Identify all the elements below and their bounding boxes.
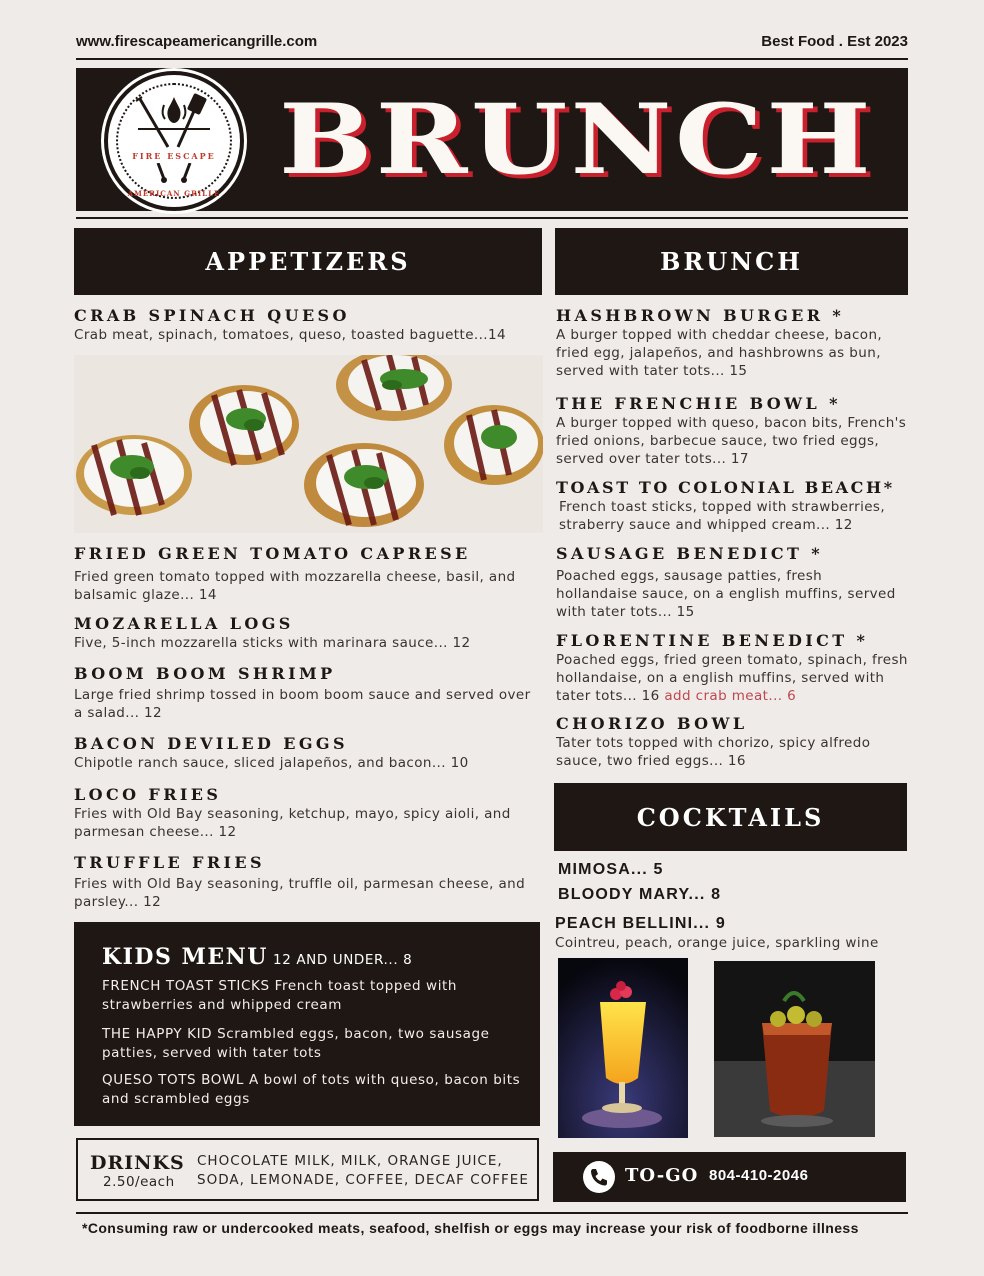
brunch-item — [556, 478, 908, 534]
brunch-desc-text: Poached eggs, fried green tomato, spinach, fresh hollandaise, on a english muffins, served with tater tots... 16 — [556, 652, 908, 704]
bloody-mary-photo — [714, 961, 875, 1137]
appetizer-name: CRAB SPINACH QUESO — [74, 306, 350, 325]
brunch-desc: A burger topped with cheddar cheese, bacon, fried egg, jalapeños, and hashbrowns as bun, served with tater tots... 15 — [556, 327, 883, 379]
drinks-price: 2.50/each — [103, 1174, 175, 1190]
drinks-title: DRINKS — [90, 1152, 185, 1174]
appetizer-desc: Chipotle ranch sauce, sliced jalapeños, and bacon... 10 — [74, 755, 469, 771]
brunch-name: TOAST TO COLONIAL BEACH* — [556, 478, 895, 497]
brunch-heading — [555, 228, 908, 295]
appetizer-item — [74, 853, 544, 911]
brunch-desc: French toast sticks, topped with strawberries, straberry sauce and whipped cream... 12 — [559, 499, 886, 533]
kids-item-desc: A bowl of tots with queso, bacon bits and scrambled eggs — [102, 1072, 521, 1107]
cocktail-item: MIMOSA... 5 — [558, 861, 664, 878]
kids-item — [102, 1071, 522, 1109]
brunch-desc: Poached eggs, sausage patties, fresh hollandaise sauce, on a english muffins, served with tater tots... 15 — [556, 568, 896, 620]
appetizer-desc: Fries with Old Bay seasoning, truffle oil, parmesan cheese, and parsley... 12 — [74, 876, 526, 910]
appetizers-heading — [74, 228, 542, 295]
bellini-desc: Cointreu, peach, orange juice, sparkling wine — [555, 935, 879, 951]
website-url[interactable]: www.firescapeamericangrille.com — [76, 33, 318, 50]
appetizer-desc: Five, 5-inch mozzarella sticks with marinara sauce... 12 — [74, 635, 471, 651]
hero-bottom-rule — [76, 217, 908, 219]
drinks-box — [76, 1138, 539, 1201]
brunch-name: CHORIZO BOWL — [556, 714, 748, 733]
kids-item-desc: Scrambled eggs, bacon, two sausage patties, served with tater tots — [102, 1026, 490, 1061]
drinks-list-line: SODA, LEMONADE, COFFEE, DECAF COFFEE — [197, 1172, 529, 1188]
cocktail-item: PEACH BELLINI... 9 — [555, 915, 726, 932]
drinks-list-line: CHOCOLATE MILK, MILK, ORANGE JUICE, — [197, 1153, 503, 1169]
cocktail-item: BLOODY MARY... 8 — [558, 886, 722, 903]
kids-item-desc: French toast topped with strawberries and whipped cream — [102, 978, 458, 1013]
brunch-item — [556, 306, 908, 380]
kids-item-name: QUESO TOTS BOWL — [102, 1072, 245, 1088]
brunch-desc: A burger topped with queso, bacon bits, French's fried onions, barbecue sauce, two fried eggs, served over tater tots... 17 — [556, 415, 907, 467]
logo-top-text: FIRE ESCAPE — [132, 151, 216, 161]
hero-title: BRUNCH — [279, 83, 875, 196]
togo-phone[interactable]: 804-410-2046 — [709, 1167, 809, 1184]
brunch-name: FLORENTINE BENEDICT * — [556, 631, 869, 650]
brunch-name: SAUSAGE BENEDICT * — [556, 544, 823, 563]
bloody-mary-glass-illustration — [714, 961, 875, 1137]
kids-item — [102, 1025, 522, 1063]
appetizer-desc: Crab meat, spinach, tomatoes, queso, toasted baguette...14 — [74, 327, 506, 343]
bellini-glass-illustration — [558, 958, 688, 1138]
appetizer-desc: Large fried shrimp tossed in boom boom sauce and served over a salad... 12 — [74, 687, 531, 721]
brunch-name: HASHBROWN BURGER * — [556, 306, 845, 325]
appetizer-item — [74, 306, 544, 344]
brunch-heading-text: BRUNCH — [660, 247, 803, 276]
appetizer-name: BOOM BOOM SHRIMP — [74, 664, 336, 683]
kids-item — [102, 977, 522, 1015]
brunch-item — [556, 544, 908, 621]
appetizers-heading-text: APPETIZERS — [205, 247, 411, 276]
brunch-item — [556, 631, 908, 705]
crab-addon: add crab meat... 6 — [664, 688, 797, 704]
togo-bar[interactable] — [553, 1152, 906, 1202]
grill-tools-icon — [132, 93, 216, 153]
logo-bottom-text: AMERICAN GRILLE — [127, 189, 221, 198]
brunch-desc — [556, 651, 908, 705]
footer-rule — [76, 1212, 908, 1214]
caprese-illustration — [74, 355, 543, 533]
caprese-photo — [74, 355, 543, 533]
appetizer-item — [74, 544, 544, 604]
restaurant-logo — [104, 71, 244, 211]
appetizer-name: FRIED GREEN TOMATO CAPRESE — [74, 544, 471, 563]
kids-item-name: FRENCH TOAST STICKS — [102, 978, 270, 994]
kids-menu-header — [102, 944, 412, 970]
disclaimer: *Consuming raw or undercooked meats, seafood, shelfish or eggs may increase your risk of foodborne illness — [82, 1220, 859, 1236]
appetizer-name: LOCO FRIES — [74, 785, 222, 804]
cocktails-heading-text: COCKTAILS — [636, 802, 825, 832]
appetizer-desc: Fries with Old Bay seasoning, ketchup, mayo, spicy aioli, and parmesan cheese... 12 — [74, 806, 511, 840]
appetizer-name: TRUFFLE FRIES — [74, 853, 265, 872]
brunch-name: THE FRENCHIE BOWL * — [556, 394, 841, 413]
appetizer-item — [74, 785, 544, 841]
appetizer-name: BACON DEVILED EGGS — [74, 734, 348, 753]
togo-label: TO-GO — [625, 1165, 699, 1186]
kids-item-name: THE HAPPY KID — [102, 1026, 213, 1042]
appetizer-item — [74, 734, 544, 772]
bellini-photo — [558, 958, 688, 1138]
appetizer-desc: Fried green tomato topped with mozzarella cheese, basil, and balsamic glaze... 14 — [74, 569, 516, 603]
phone-icon — [583, 1161, 615, 1193]
brunch-desc: Tater tots topped with chorizo, spicy alfredo sauce, two fried eggs... 16 — [556, 735, 871, 769]
appetizer-item — [74, 664, 534, 722]
drinks-list — [197, 1152, 529, 1190]
tagline: Best Food . Est 2023 — [761, 33, 908, 50]
kids-menu-box — [74, 922, 540, 1126]
logo-tools-base-icon — [148, 163, 200, 183]
hero-banner — [76, 68, 908, 211]
brunch-item — [556, 394, 908, 468]
top-rule — [76, 58, 908, 60]
kids-menu-subtitle: 12 AND UNDER... 8 — [273, 952, 413, 968]
phone-glyph — [583, 1161, 615, 1193]
appetizer-item — [74, 614, 544, 652]
appetizer-name: MOZARELLA LOGS — [74, 614, 294, 633]
brunch-item — [556, 714, 908, 770]
cocktails-heading — [554, 783, 907, 851]
kids-menu-title: KIDS MENU — [102, 944, 268, 970]
